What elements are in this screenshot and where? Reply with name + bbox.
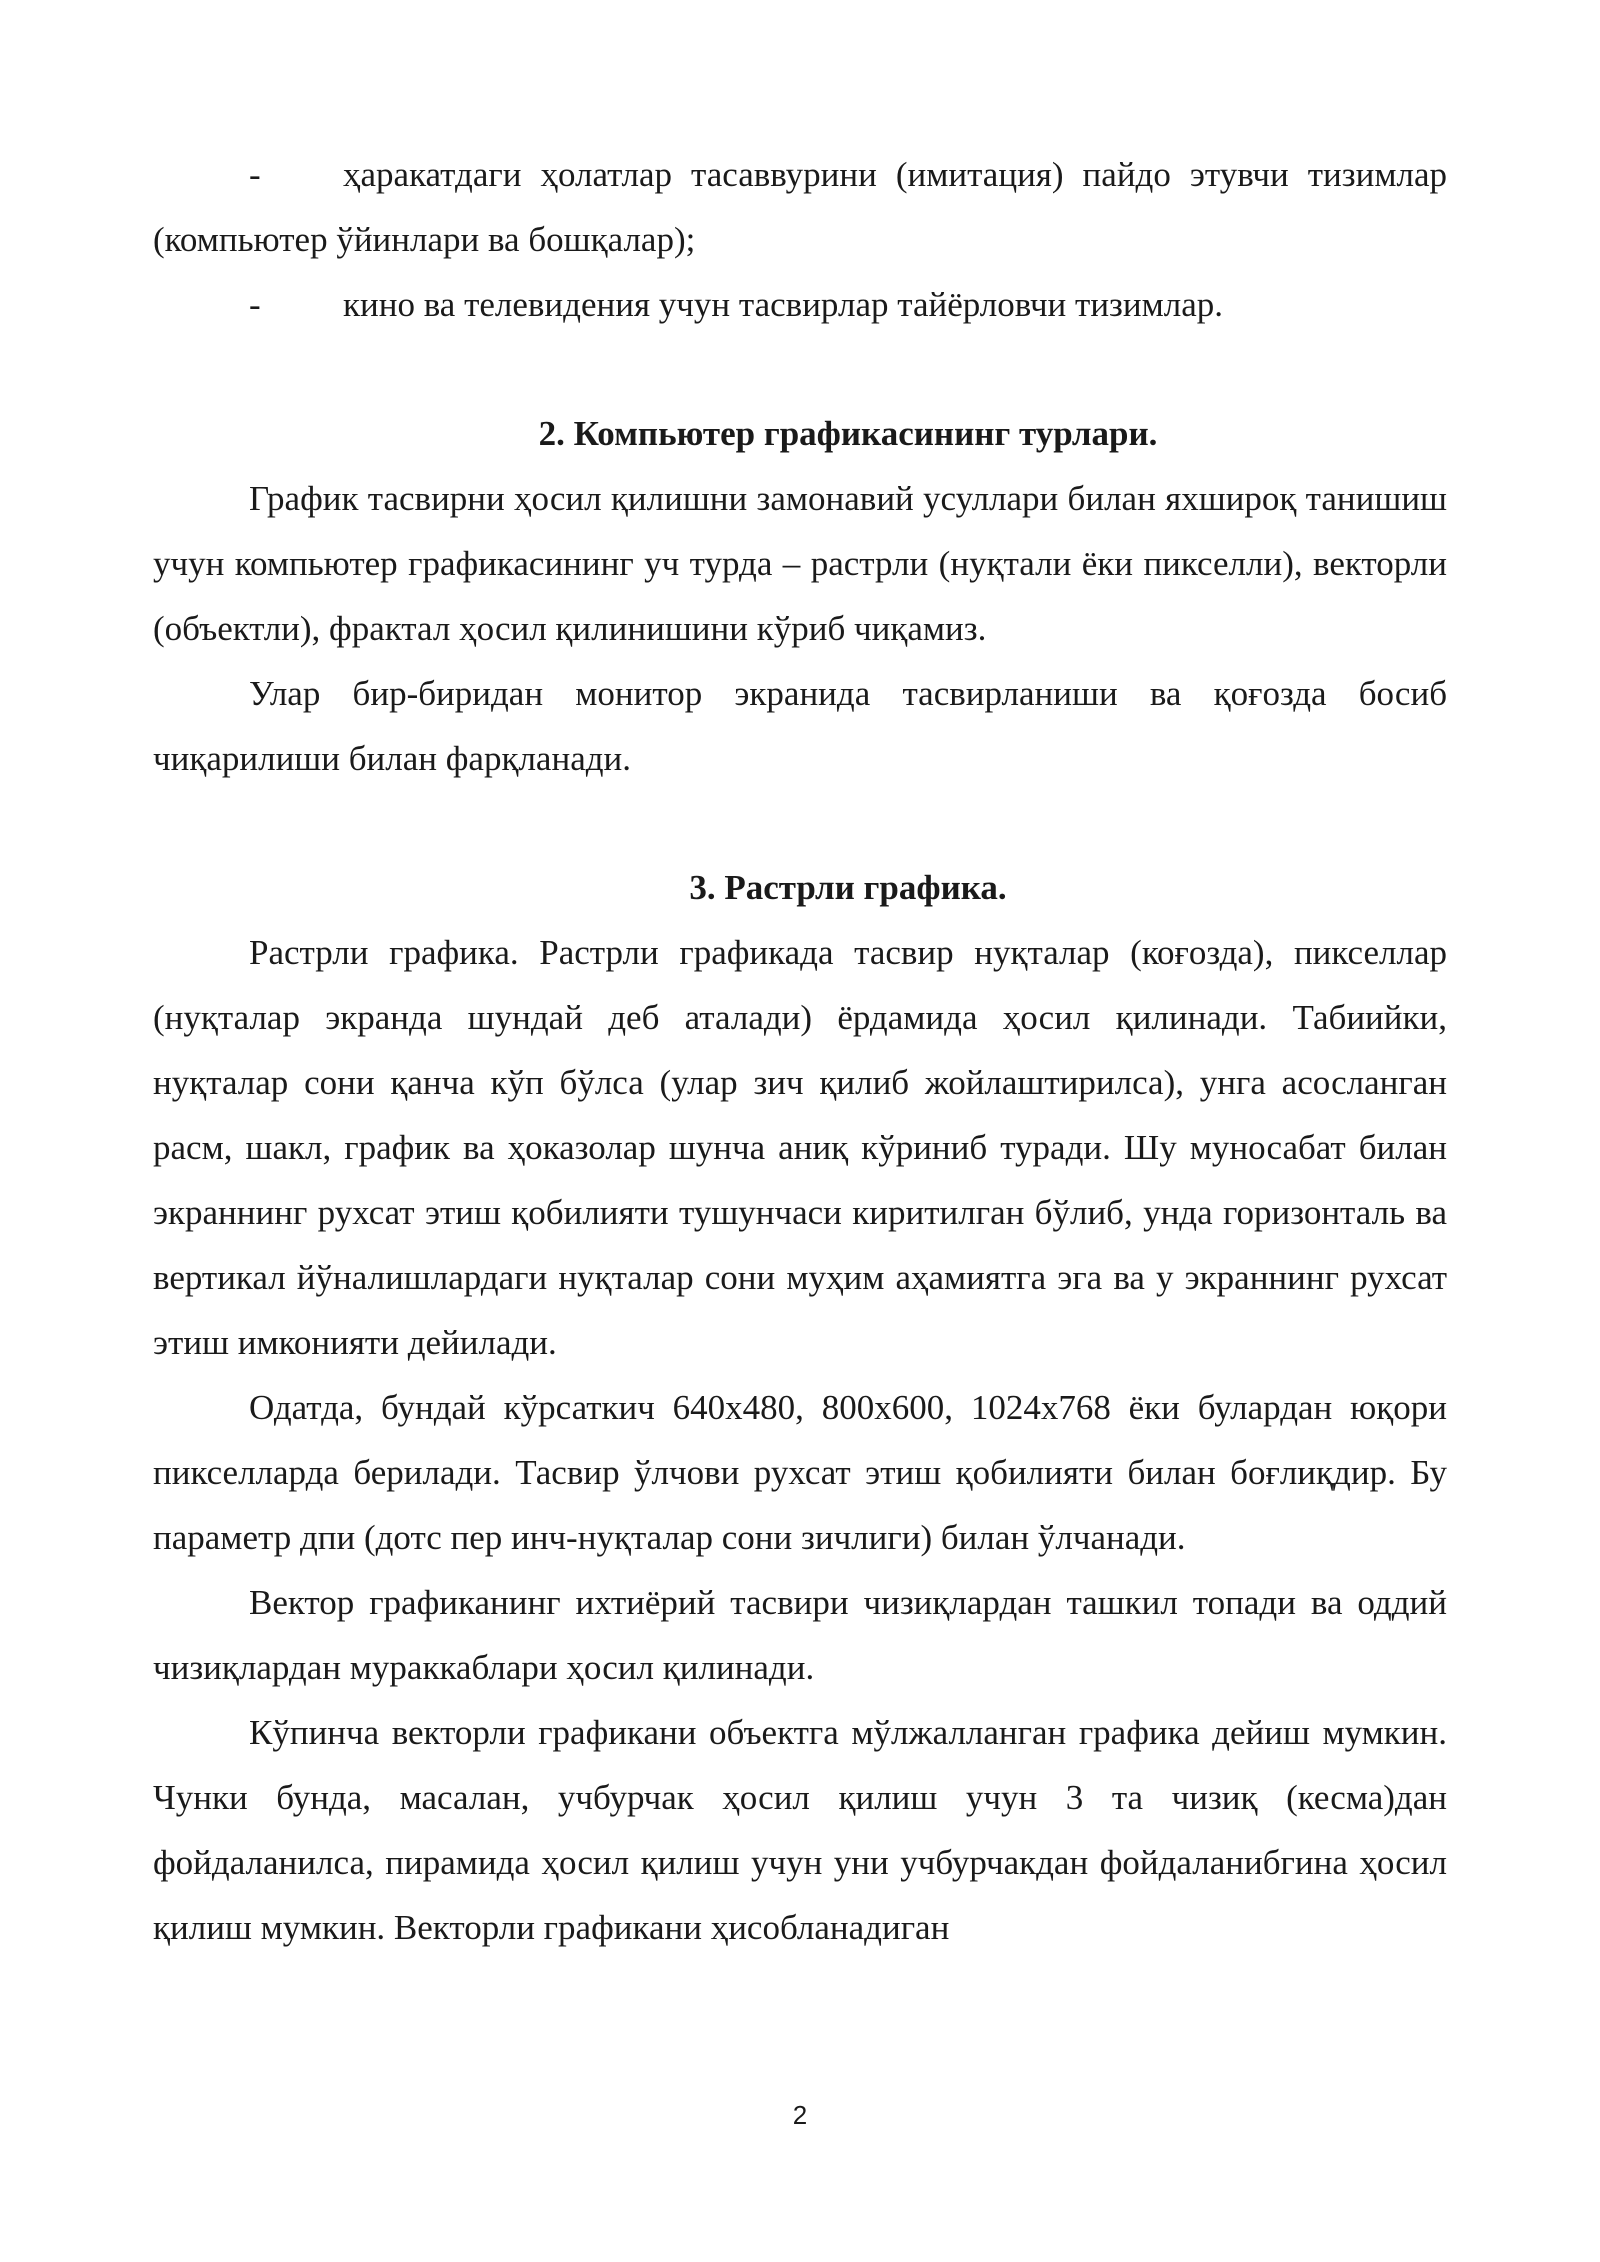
paragraph: График тасвирни ҳосил қилишни замонавий усуллари билан яхшироқ танишиш учун компьютер графикасининг уч турда – растрли (нуқтали ёки пикселли), векторли (объектли), фрактал ҳосил қилинишини кўриб чиқамиз.	[153, 479, 1447, 648]
section-heading-raster-graphics: 3. Растрли графика.	[689, 868, 1007, 907]
paragraph: Растрли графика. Растрли графикада тасвир нуқталар (коғозда), пикселлар (нуқталар экранда шундай деб аталади) ёрдамида ҳосил қилинади. Табиийки, нуқталар сони қанча кўп бўлса (улар зич қилиб жойлаштирилса), унга асосланган расм, шакл, график ва ҳоказолар шунча аниқ кўриниб туради. Шу муносабат билан экраннинг рухсат этиш қобилияти тушунчаси киритилган бўлиб, унда горизонталь ва вертикал йўналишлардаги нуқталар сони муҳим аҳамиятга эга ва у экраннинг рухсат этиш имконияти дейилади.	[153, 933, 1447, 1362]
paragraph: Улар бир-биридан монитор экранида тасвирланиши ва қоғозда босиб чиқарилиши билан фарқланади.	[153, 674, 1447, 778]
spacer	[153, 337, 1447, 401]
bullet-dash: -	[249, 285, 261, 324]
bullet-text: кино ва телевидения учун тасвирлар тайёрловчи тизимлар.	[343, 285, 1224, 324]
bullet-item-simulation	[153, 142, 1447, 272]
paragraph: Одатда, бундай кўрсаткич 640x480, 800x600, 1024x768 ёки булардан юқори пикселларда берилади. Тасвир ўлчови рухсат этиш қобилияти билан боғлиқдир. Бу параметр дпи (дотс пер инч-нуқталар сони зичлиги) билан ўлчанади.	[153, 1388, 1447, 1557]
spacer	[153, 791, 1447, 855]
bullet-dash: -	[249, 155, 261, 194]
paragraph: Вектор графиканинг ихтиёрий тасвири чизиқлардан ташкил топади ва оддий чизиқлардан мураккаблари ҳосил қилинади.	[153, 1583, 1447, 1687]
paragraph: Кўпинча векторли графикани объектга мўлжалланган графика дейиш мумкин. Чунки бунда, масалан, учбурчак ҳосил қилиш учун 3 та чизиқ (кесма)дан фойдаланилса, пирамида ҳосил қилиш учун уни учбурчакдан фойдаланибгина ҳосил қилиш мумкин. Векторли графикани ҳисобланадиган	[153, 1713, 1447, 1947]
section-heading-graphics-types: 2. Компьютер графикасининг турлари.	[538, 414, 1158, 453]
bullet-item-cinema	[153, 272, 1447, 337]
bullet-text: ҳаракатдаги ҳолатлар тасаввурини (имитация) пайдо этувчи тизимлар (компьютер ўйинлари ва бошқалар);	[153, 155, 1447, 259]
page-number: 2	[792, 2100, 808, 2130]
document-page	[153, 142, 1447, 1960]
